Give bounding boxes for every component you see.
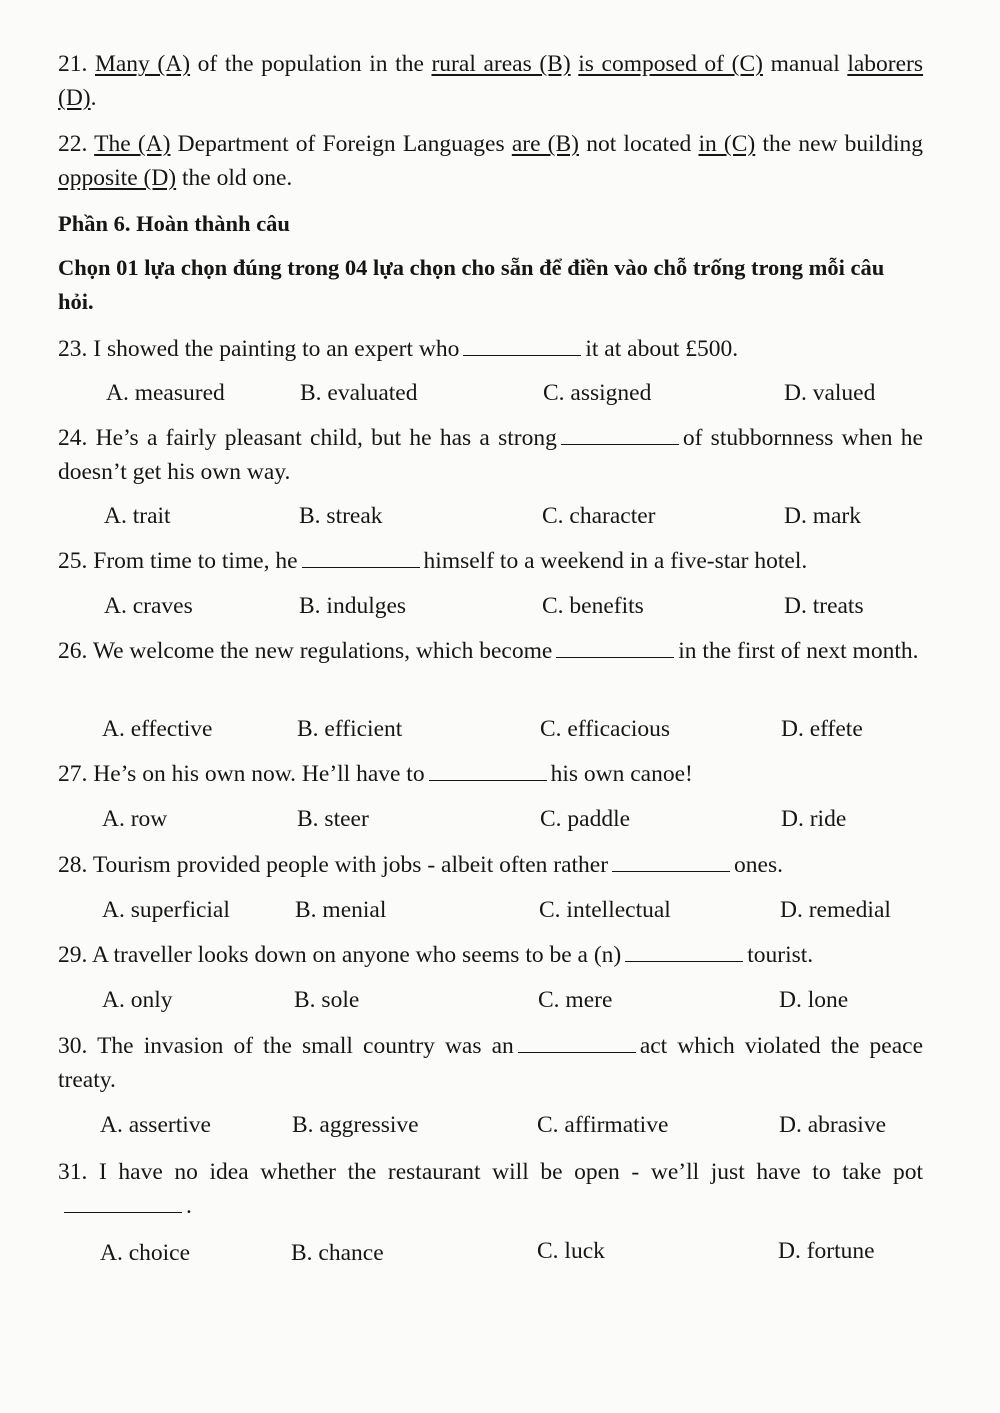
option-b: B. indulges	[299, 593, 407, 619]
option-d: D. effete	[781, 716, 863, 742]
option-d: D. valued	[784, 380, 876, 406]
answer-blank	[612, 870, 730, 872]
question-text: of stubbornness when he doesn’t get his own way.	[58, 425, 923, 485]
option-a: A. row	[102, 806, 168, 832]
question-text: act which violated the peace treaty.	[58, 1033, 923, 1093]
question-text: himself to a weekend in a five-star hotel.	[423, 548, 808, 574]
question-text: in the first of next month.	[678, 638, 919, 664]
question-26	[58, 634, 923, 668]
question-text: 28. Tourism provided people with jobs - albeit often rather	[58, 852, 609, 878]
option-d: D. mark	[784, 503, 862, 529]
question-text: the old one.	[182, 165, 293, 191]
option-d: D. fortune	[778, 1238, 875, 1264]
option-c: C. benefits	[542, 593, 644, 619]
question-text: 24. He’s a fairly pleasant child, but he has a strong	[58, 425, 557, 451]
option-a: A. craves	[104, 593, 193, 619]
question-text: his own canoe!	[550, 761, 693, 787]
option-c: C. character	[542, 503, 656, 529]
option-b: B. aggressive	[292, 1112, 419, 1138]
answer-blank	[625, 960, 743, 962]
answer-blank	[302, 566, 420, 568]
question-27	[58, 757, 923, 791]
answer-blank	[429, 779, 547, 781]
underlined-option-b: rural areas (B)	[431, 51, 571, 77]
question-30	[58, 1029, 923, 1097]
option-d: D. lone	[779, 987, 849, 1013]
question-25	[58, 544, 923, 578]
question-text: 30. The invasion of the small country was an	[58, 1033, 514, 1059]
option-a: A. choice	[100, 1240, 191, 1266]
option-d: D. ride	[781, 806, 847, 832]
option-b: B. sole	[294, 987, 360, 1013]
question-text: tourist.	[747, 942, 814, 968]
answer-blank	[463, 354, 581, 356]
question-22	[58, 127, 923, 195]
question-text: it at about £500.	[585, 336, 739, 362]
question-29	[58, 938, 923, 972]
option-c: C. intellectual	[539, 897, 671, 923]
option-d: D. treats	[784, 593, 864, 619]
underlined-option-a: The (A)	[94, 131, 171, 157]
option-a: A. only	[102, 987, 173, 1013]
option-b: B. efficient	[297, 716, 403, 742]
question-text: 23. I showed the painting to an expert who	[58, 336, 460, 362]
question-text: Department of Foreign Languages	[177, 131, 505, 157]
option-d: D. remedial	[780, 897, 891, 923]
question-text: ones.	[734, 852, 783, 878]
option-c: C. mere	[538, 987, 613, 1013]
underlined-option-b: are (B)	[511, 131, 580, 157]
underlined-option-d: opposite (D)	[58, 165, 177, 191]
question-text: .	[90, 85, 97, 111]
option-c: C. assigned	[543, 380, 652, 406]
answer-blank	[64, 1211, 182, 1213]
option-b: B. streak	[299, 503, 383, 529]
question-text: 31. I have no idea whether the restaurant will be open - we’ll just have to take pot	[58, 1159, 923, 1185]
option-a: A. assertive	[100, 1112, 211, 1138]
option-c: C. affirmative	[537, 1112, 669, 1138]
section-instruction: Chọn 01 lựa chọn đúng trong 04 lựa chọn cho sẵn để điền vào chỗ trống trong mỗi câu hỏi.	[58, 255, 885, 314]
underlined-option-c: in (C)	[698, 131, 756, 157]
option-b: B. steer	[297, 806, 369, 832]
question-text: .	[186, 1193, 192, 1219]
question-text: 25. From time to time, he	[58, 548, 298, 574]
answer-blank	[561, 443, 679, 445]
option-d: D. abrasive	[779, 1112, 887, 1138]
option-c: C. paddle	[540, 806, 631, 832]
question-24	[58, 421, 923, 489]
underlined-option-c: is composed of (C)	[578, 51, 763, 77]
question-28	[58, 848, 923, 882]
option-b: B. evaluated	[300, 380, 418, 406]
question-21	[58, 47, 923, 115]
option-b: B. menial	[295, 897, 387, 923]
question-text: manual	[770, 51, 840, 77]
question-number: 21.	[58, 51, 88, 77]
question-text: 27. He’s on his own now. He’ll have to	[58, 761, 425, 787]
question-23	[58, 332, 923, 366]
question-number: 22.	[58, 131, 88, 157]
question-31	[58, 1155, 923, 1223]
option-a: A. trait	[104, 503, 171, 529]
question-text: the new building	[762, 131, 924, 157]
option-a: A. measured	[106, 380, 225, 406]
option-c: C. luck	[537, 1238, 605, 1264]
section-title: Phần 6. Hoàn thành câu	[58, 211, 290, 236]
question-text: of the population in the	[197, 51, 424, 77]
question-text: not located	[586, 131, 692, 157]
option-a: A. effective	[102, 716, 213, 742]
option-a: A. superficial	[102, 897, 230, 923]
underlined-option-d: laborers (D)	[58, 51, 924, 111]
answer-blank	[518, 1051, 636, 1053]
option-b: B. chance	[291, 1240, 384, 1266]
underlined-option-a: Many (A)	[94, 51, 191, 77]
answer-blank	[556, 656, 674, 658]
question-text: 26. We welcome the new regulations, which become	[58, 638, 553, 664]
option-c: C. efficacious	[540, 716, 671, 742]
question-text: 29. A traveller looks down on anyone who seems to be a (n)	[58, 942, 622, 968]
